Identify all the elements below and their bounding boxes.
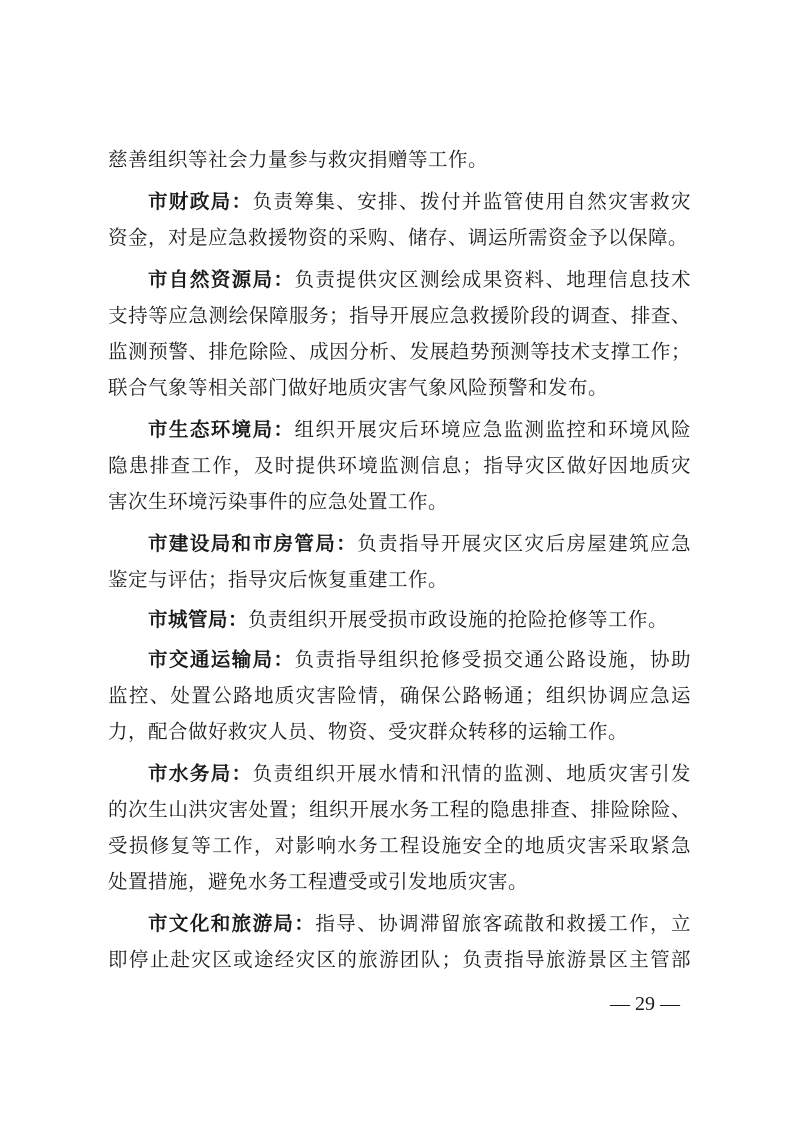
paragraph-8-lead: 市文化和旅游局： bbox=[148, 912, 316, 935]
paragraph-8-line-0: 市文化和旅游局：指导、协调滞留旅客疏散和救援工作，立 bbox=[148, 912, 691, 935]
paragraph-3-line-2: 害次生环境污染事件的应急处置工作。 bbox=[108, 490, 449, 513]
paragraph-7-lead: 市水务局： bbox=[148, 762, 253, 785]
paragraph-4-lead: 市建设局和市房管局： bbox=[148, 532, 358, 555]
paragraph-7-line-2: 受损修复等工作，对影响水务工程设施安全的地质灾害采取紧急 bbox=[108, 834, 691, 857]
paragraph-3-lead: 市生态环境局： bbox=[148, 418, 295, 441]
paragraph-6-line-0: 市交通运输局：负责指导组织抢修受损交通公路设施，协助 bbox=[148, 648, 691, 671]
paragraph-6-line-2: 力，配合做好救灾人员、物资、受灾群众转移的运输工作。 bbox=[108, 720, 629, 743]
paragraph-2-line-3: 联合气象等相关部门做好地质灾害气象风险预警和发布。 bbox=[108, 376, 609, 399]
paragraph-7-line-3: 处置措施，避免水务工程遭受或引发地质灾害。 bbox=[108, 870, 529, 893]
paragraph-4-line-1: 鉴定与评估；指导灾后恢复重建工作。 bbox=[108, 568, 449, 591]
paragraph-3-line-0: 市生态环境局：组织开展灾后环境应急监测监控和环境风险 bbox=[148, 418, 691, 441]
paragraph-6-lead: 市交通运输局： bbox=[148, 648, 295, 671]
paragraph-8-line-1: 即停止赴灾区或途经灾区的旅游团队；负责指导旅游景区主管部 bbox=[108, 948, 691, 971]
paragraph-1-line-1: 资金，对是应急救援物资的采购、储存、调运所需资金予以保障。 bbox=[108, 226, 689, 249]
paragraph-6-line-1: 监控、处置公路地质灾害险情，确保公路畅通；组织协调应急运 bbox=[108, 684, 691, 707]
paragraph-5-line-0: 市城管局：负责组织开展受损市政设施的抢险抢修等工作。 bbox=[148, 608, 669, 631]
paragraph-2-line-2: 监测预警、排危除险、成因分析、发展趋势预测等技术支撑工作； bbox=[108, 340, 691, 363]
paragraph-4-line-0: 市建设局和市房管局：负责指导开展灾区灾后房屋建筑应急 bbox=[148, 532, 691, 555]
paragraph-0-line-0: 慈善组织等社会力量参与救灾捐赠等工作。 bbox=[108, 148, 489, 171]
paragraph-5-lead: 市城管局： bbox=[148, 608, 249, 631]
paragraph-2-line-1: 支持等应急测绘保障服务；指导开展应急救援阶段的调查、排查、 bbox=[108, 304, 691, 327]
paragraph-7-line-1: 的次生山洪灾害处置；组织开展水务工程的隐患排查、排险除险、 bbox=[108, 798, 691, 821]
paragraph-2-lead: 市自然资源局： bbox=[148, 268, 295, 291]
paragraph-3-line-1: 隐患排查工作，及时提供环境监测信息；指导灾区做好因地质灾 bbox=[108, 454, 691, 477]
paragraph-1-line-0: 市财政局：负责筹集、安排、拨付并监管使用自然灾害救灾 bbox=[148, 190, 691, 213]
page-number: — 29 — bbox=[610, 993, 680, 1015]
paragraph-2-line-0: 市自然资源局：负责提供灾区测绘成果资料、地理信息技术 bbox=[148, 268, 691, 291]
paragraph-1-lead: 市财政局： bbox=[148, 190, 253, 213]
paragraph-7-line-0: 市水务局：负责组织开展水情和汛情的监测、地质灾害引发 bbox=[148, 762, 691, 785]
